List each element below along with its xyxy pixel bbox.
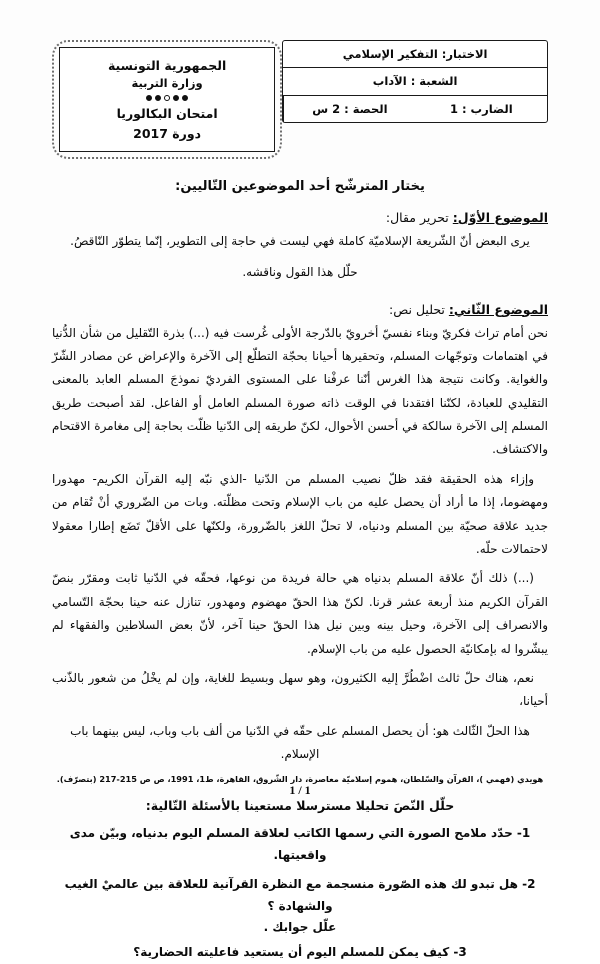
page-header <box>0 0 600 159</box>
topic-two-label: الموضوع الثّاني: <box>448 301 548 317</box>
exam-session-year: دورة 2017 <box>133 125 202 141</box>
logo-dot-icon <box>182 95 188 101</box>
logo-dot-icon <box>173 95 179 101</box>
text-paragraph-3: (...) ذلك أنّ علاقة المسلم بدنياه هي حالة فريدة من نوعها، فحقّه في الدّنيا ثابت ومقرّر بنصّ القرآن الكريم منذ أربعة عشر قرنا. لكنّ هذا الحقّ مهضوم ومهدور، تنازل عنه حينا بحجّة التّسامي والانصراف إلى الآخرة، وحيل بينه وبين نيل هذا الحقّ حينا آخر، لأنّ بعض السلاطين والفقهاء لم يبشّروا له بإمكانيّة الحصول عليه من باب الإسلام. <box>52 571 548 656</box>
question-item-1: 1- حدّد ملامح الصورة التي رسمها الكاتب لعلاقة المسلم اليوم بدنياه، وبيّن مدى واقعيتها. <box>69 825 531 862</box>
exam-subject-row: الاختبار: التفكير الإسلامي <box>283 41 547 68</box>
topic-one-statement: يرى البعض أنّ الشّريعة الإسلاميّة كاملة فهي ليست في حاجة إلى التطوير، إنّما يتطوّر النّاقصُ. <box>70 233 530 248</box>
logo-dot-icon <box>155 95 161 101</box>
topic-one-heading <box>52 210 548 225</box>
topic-one-label: الموضوع الأوّل: <box>452 209 548 225</box>
page-number: 1 / 1 <box>289 783 311 797</box>
text-paragraph-4-line-1: نعم، هناك حلّ ثالث اضْطُرَّ إليه الكثيرون، وهو سهل وبسيط للغاية، وإن لم يخْلُ من شعور بالذّنب أحيانا، <box>52 670 548 709</box>
republic-info-box <box>59 47 275 152</box>
topic-one-task: حلّل هذا القول وناقشه. <box>242 264 358 279</box>
topic-two-type: تحليل نص: <box>388 301 445 317</box>
republic-name: الجمهورية التونسية <box>107 58 227 73</box>
question-item-2: 2- هل تبدو لك هذه الصّورة منسجمة مع النظرة القرآنية للعلاقة بين عالميْ الغيب والشهادة ؟ <box>64 877 536 914</box>
text-paragraph-4-line-2: هذا الحلّ الثّالث هو: أن يحصل المسلم على حقّه في الدّنيا من ألف باب وباب، ليس بينهما باب الإسلام. <box>70 723 530 761</box>
topic-one-type: تحرير مقال: <box>385 209 449 225</box>
topic-spacer <box>52 292 548 302</box>
text-source-citation: هويدي (فهمي )، القرآن والسّلطان، هموم إسلاميّة معاصرة، دار الشّروق، القاهرة، ط1، 1991، ص ص 215-217 (بتصرّف). <box>56 774 544 785</box>
text-paragraph-2: وإزاء هذه الحقيقة فقد ظلّ نصيب المسلم من الدّنيا -الذي نبّه إليه القرآن الكريم- مهدورا ومهضوما، إذا ما أراد أن يحصل عليه من باب الإسلام وتحت مظلّته. وبات من الضّروري أنْ تُقام من جديد علاقة صحيّة بين المسلم ودنياه، لا تحلّ اللغز بالضّرورة، ولكنّها على الأقلّ تَضَع إطارا معقولا لاحتمالات حلّه. <box>52 471 548 557</box>
text-paragraph-1: نحن أمام تراث فكريّ وبناء نفسيّ أخرويّ بالدّرجة الأولى غُرست فيه (...) بذرة التّقليل من شأن الدُّنيا في اهتمامات وتوجّهات المسلم، وتحقيرها أحيانا بحجّة التطلّع إلى الآخرة والإعراض عن مصادر الشّرّ والغواية. وكانت نتيجة هذا الغرس أنّنا عرفْنا على المستوى الفرديّ نموذجَ المسلم العابد بالمعنى التقليدي للعبادة، لكنّنا افتقدنا في الوقت ذاته صورة المسلم العامل أو الفاعل. لقد أصبحت طريق المسلم إلى الآخرة سالكة في أحسن الأحوال، لكنّ طريقه إلى الدّنيا ظلّت بحاجة إلى مغامرة الاقتحام والاكتشاف. <box>52 325 548 457</box>
questions-intro: حلّل النّصَ تحليلا مسترسلا مستعينا بالأسئلة التّالية: <box>145 797 455 813</box>
exam-info-box <box>282 40 548 123</box>
ministry-name: وزارة التربية <box>131 76 203 91</box>
logo-dot-icon <box>146 95 152 101</box>
exam-duration-coefficient-row <box>283 96 547 122</box>
question-item-2-subtask: علّل جوابك . <box>263 920 337 935</box>
exam-coefficient-cell: الضارب : 1 <box>449 101 513 116</box>
choose-topic-instruction: يختار المترشّح أحد الموضوعين التّاليين: <box>175 178 425 194</box>
topic-two-heading <box>52 302 548 317</box>
ministry-logo-dots <box>66 95 268 101</box>
exam-section-row: الشعبة : الآداب <box>283 68 547 95</box>
exam-duration-cell: الحصة : 2 س <box>283 96 415 122</box>
exam-content <box>0 159 600 964</box>
exam-name: امتحان البكالوريا <box>116 105 218 121</box>
republic-frame <box>52 40 282 159</box>
logo-dot-hollow-icon <box>164 95 170 101</box>
question-item-3: 3- كيف يمكن للمسلم اليوم أن يستعيد فاعليته الحضارية؟ <box>133 945 467 960</box>
